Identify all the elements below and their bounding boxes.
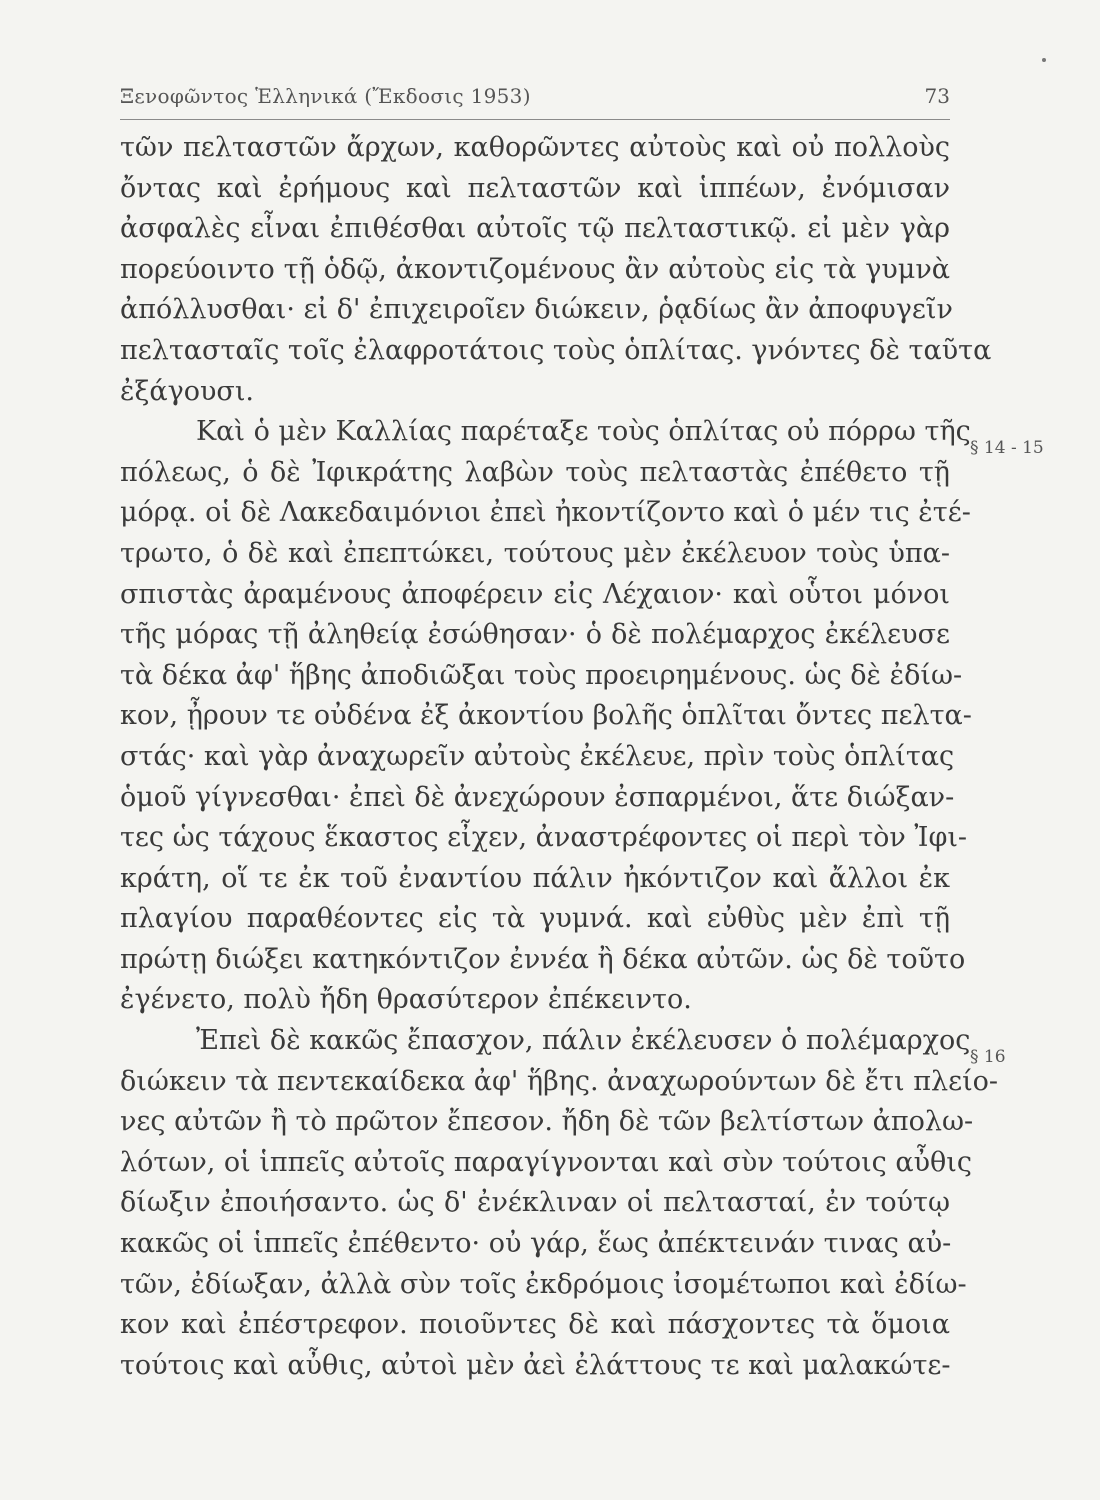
text-line: πόλεως, ὁ δὲ Ἰφικράτης λαβὼν τοὺς πελταστὰς ἐπέθετο τῇ	[120, 456, 950, 488]
paragraph-start-line: Ἐπεὶ δὲ κακῶς ἔπασχον, πάλιν ἐκέλευσεν ὁ πολέμαρχος	[196, 1025, 971, 1057]
text-line: κακῶς οἱ ἱππεῖς ἐπέθεντο· οὐ γάρ, ἕως ἀπέκτεινάν τινας αὐ-	[120, 1228, 952, 1260]
text-line: ἀπόλλυσθαι· εἰ δ' ἐπιχειροῖεν διώκειν, ῥᾳδίως ἂν ἀποφυγεῖν	[120, 294, 953, 326]
page-number: 73	[924, 84, 950, 108]
header-rule	[120, 119, 950, 120]
text-line: πελτασταῖς τοῖς ἐλαφροτάτοις τοὺς ὁπλίτας. γνόντες δὲ ταῦτα	[120, 334, 992, 366]
text-line: ἐγένετο, πολὺ ἤδη θρασύτερον ἐπέκειντο.	[120, 984, 692, 1016]
text-line: πορεύοιντο τῇ ὁδῷ, ἀκοντιζομένους ἂν αὐτοὺς εἰς τὰ γυμνὰ	[120, 253, 950, 285]
text-line: κράτη, οἵ τε ἐκ τοῦ ἐναντίου πάλιν ἠκόντιζον καὶ ἄλλοι ἐκ	[120, 862, 950, 894]
text-line: πρώτῃ διώξει κατηκόντιζον ἐννέα ἢ δέκα αὐτῶν. ὡς δὲ τοῦτο	[120, 943, 966, 975]
text-line: δίωξιν ἐποιήσαντο. ὡς δ' ἐνέκλιναν οἱ πελτασταί, ἐν τούτῳ	[120, 1187, 950, 1219]
text-line: σπιστὰς ἀραμένους ἀποφέρειν εἰς Λέχαιον· καὶ οὗτοι μόνοι	[120, 578, 950, 610]
text-line: τούτοις καὶ αὖθις, αὐτοὶ μὲν ἀεὶ ἐλάττους τε καὶ μαλακώτε-	[120, 1349, 951, 1381]
text-line: ἀσφαλὲς εἶναι ἐπιθέσθαι αὐτοῖς τῷ πελταστικῷ. εἰ μὲν γὰρ	[120, 213, 950, 245]
text-line: κον καὶ ἐπέστρεφον. ποιοῦντες δὲ καὶ πάσχοντες τὰ ὅμοια	[120, 1309, 950, 1341]
text-line: τὰ δέκα ἀφ' ἥβης ἀποδιῶξαι τοὺς προειρημένους. ὡς δὲ ἐδίω-	[120, 659, 963, 691]
text-line: τρωτο, ὁ δὲ καὶ ἐπεπτώκει, τούτους μὲν ἐκέλευον τοὺς ὑπα-	[120, 537, 950, 569]
running-header	[120, 84, 950, 114]
text-line: ἐξάγουσι.	[120, 375, 254, 407]
text-line: κον, ᾖρουν τε οὐδένα ἐξ ἀκοντίου βολῆς ὁπλῖται ὄντες πελτα-	[120, 700, 972, 732]
text-line: τες ὡς τάχους ἕκαστος εἶχεν, ἀναστρέφοντες οἱ περὶ τὸν Ἰφι-	[120, 822, 968, 854]
text-line: στάς· καὶ γὰρ ἀναχωρεῖν αὐτοὺς ἐκέλευε, πρὶν τοὺς ὁπλίτας	[120, 740, 955, 772]
text-line: πλαγίου παραθέοντες εἰς τὰ γυμνά. καὶ εὐθὺς μὲν ἐπὶ τῇ	[120, 903, 950, 935]
running-header-title: Ξενοφῶντος Ἑλληνικά (Ἔκδοσις 1953)	[120, 84, 531, 108]
margin-note-section-16: § 16	[970, 1047, 1006, 1067]
text-line: ὄντας καὶ ἐρήμους καὶ πελταστῶν καὶ ἱππέων, ἐνόμισαν	[120, 172, 950, 204]
margin-note-section-14-15: § 14 - 15	[970, 438, 1044, 458]
text-line: τῶν, ἐδίωξαν, ἀλλὰ σὺν τοῖς ἐκδρόμοις ἰσομέτωποι καὶ ἐδίω-	[120, 1268, 967, 1300]
text-line: ὁμοῦ γίγνεσθαι· ἐπεὶ δὲ ἀνεχώρουν ἐσπαρμένοι, ἅτε διώξαν-	[120, 781, 955, 813]
paragraph-start-line: Καὶ ὁ μὲν Καλλίας παρέταξε τοὺς ὁπλίτας οὐ πόρρω τῆς	[196, 416, 971, 448]
paper-speck	[1042, 58, 1046, 62]
text-line: τῶν πελταστῶν ἄρχων, καθορῶντες αὐτοὺς καὶ οὐ πολλοὺς	[120, 132, 950, 163]
text-line: διώκειν τὰ πεντεκαίδεκα ἀφ' ἥβης. ἀναχωρούντων δὲ ἔτι πλείο-	[120, 1065, 999, 1097]
text-line: τῆς μόρας τῇ ἀληθείᾳ ἐσώθησαν· ὁ δὲ πολέμαρχος ἐκέλευσε	[120, 619, 950, 651]
text-line: μόρᾳ. οἱ δὲ Λακεδαιμόνιοι ἐπεὶ ἠκοντίζοντο καὶ ὁ μέν τις ἐτέ-	[120, 497, 971, 529]
text-line: λότων, οἱ ἱππεῖς αὐτοῖς παραγίγνονται καὶ σὺν τούτοις αὖθις	[120, 1146, 972, 1178]
text-line: νες αὐτῶν ἢ τὸ πρῶτον ἔπεσον. ἤδη δὲ τῶν βελτίστων ἀπολω-	[120, 1106, 974, 1138]
